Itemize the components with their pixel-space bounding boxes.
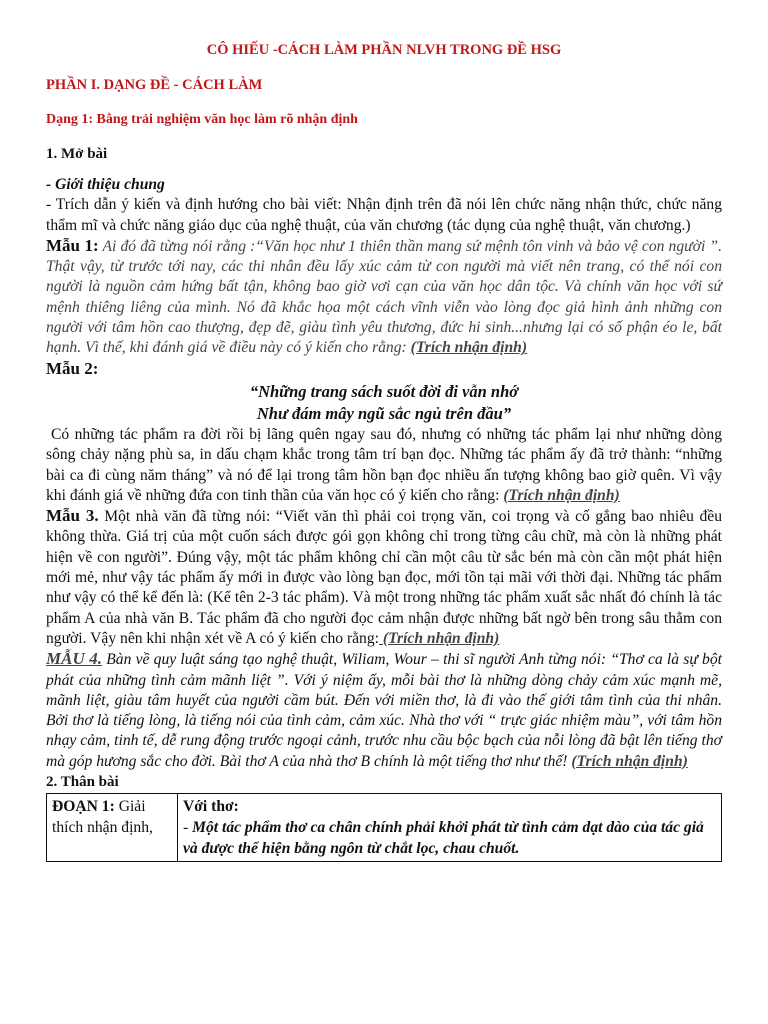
outline-table — [46, 793, 722, 862]
general-heading: - Giới thiệu chung — [46, 176, 165, 193]
content-dash: - — [183, 819, 193, 837]
content-text: Một tác phẩm thơ ca chân chính phải khởi phát từ tình cảm dạt dào của tác giả và được thể hiện bằng ngôn từ chắt lọc, chau chuốt. — [183, 819, 704, 858]
body-heading: 2. Thân bài — [46, 774, 119, 791]
section-label: ĐOẠN 1: — [52, 798, 115, 816]
sample-3-text: Một nhà văn đã từng nói: “Viết văn thì phải coi trọng văn, coi trọng và cố gắng bao nhiêu đều không thừa. Giá trị của một cuốn sách được gói gọn không chỉ trong từng câu chữ, mà còn là những phát hiện về con người”. Đúng vậy, một tác phẩm không chỉ cần một câu từ sắc bén mà còn cần một phát hiện mới mẻ, như vậy tác phẩm ấy mới in được vào lòng bạn đọc, mới tồn tại mãi với thời đại. Những tác phẩm như vậy có thể kể đến là: (Kể tên 2-3 tác phẩm). Và một trong những tác phẩm xuất sắc nhất đó chính là tác phẩm A của nhà văn B. Tác phẩm đã cho người đọc cảm nhận được những bất ngờ bên trong sâu thẳm con người. Vậy nên khi nhận xét về A có ý kiến cho rằng: — [46, 508, 723, 647]
sample-1-cite: (Trích nhận định) — [410, 339, 528, 357]
sample-2-label: Mẫu 2: — [46, 358, 99, 378]
type-heading: Dạng 1: Bằng trải nghiệm văn học làm rõ nhận định — [46, 112, 358, 127]
sample-4-cite: (Trích nhận định) — [571, 752, 688, 770]
sample-4 — [46, 649, 722, 772]
sample-1-text: Ai đó đã từng nói rằng :“Văn học như 1 thiên thần mang sứ mệnh tôn vinh và bảo vệ con người ”. Thật vậy, từ trước tới nay, các thi nhân đều lấy xúc cảm từ con người mà viết nên trang, có thể nói con người là nguồn cảm hứng bất tận, không bao giờ vơi cạn của văn học dân tộc. Và chính văn học với sứ mệnh thiêng liêng của mình. Nó đã khắc họa một cách vĩnh viễn vào lòng đọc giả hình ảnh những con người với tâm hồn cao thượng, đẹp đẽ, giàu tình yêu thương, đức hi sinh...nhưng lại có số phận éo le, bất hạnh. Vì thế, khi đánh giá về điều này có ý kiến cho rằng: — [46, 237, 722, 357]
part-heading: PHẦN I. DẠNG ĐỀ - CÁCH LÀM — [46, 77, 263, 93]
table-cell-content — [178, 794, 722, 862]
general-text: - Trích dẫn ý kiến và định hướng cho bài viết: Nhận định trên đã nói lên chức năng nhận thức, chức năng thẩm mĩ và chức năng giáo dục của nghệ thuật, của văn chương (tác dụng của nghệ thuật, văn chương.) — [46, 196, 722, 234]
sample-2-text: Có những tác phẩm ra đời rồi bị lãng quên ngay sau đó, nhưng có những tác phẩm lại như những dòng sông chảy nặng phù sa, in dấu chạm khắc trong tâm trí bạn đọc. Những tác phẩm ấy đã trở thành: “những bài ca đi cùng năm tháng” và nó để lại trong tâm hồn bạn đọc nhiều ấn tượng không bao giờ quên. Vì vậy khi đánh giá về những đứa con tinh thần của văn học có ý kiến cho rằng: — [46, 425, 722, 504]
sample-3 — [46, 506, 722, 649]
table-row — [47, 794, 722, 862]
sample-3-label: Mẫu 3. — [46, 506, 99, 526]
poem-line-1: “Những trang sách suốt đời đi vẫn nhớ — [249, 381, 519, 401]
content-heading: Với thơ: — [183, 798, 239, 816]
poem-line-2: Như đám mây ngũ sắc ngủ trên đầu” — [256, 403, 512, 423]
sample-1 — [46, 236, 722, 359]
sample-3-cite: (Trích nhận định) — [378, 629, 500, 647]
doc-title: CÔ HIẾU -CÁCH LÀM PHẦN NLVH TRONG ĐỀ HSG — [206, 42, 562, 58]
sample-2 — [46, 425, 722, 506]
sample-2-cite: (Trích nhận định) — [503, 486, 620, 504]
table-cell-section — [47, 794, 178, 862]
sample-4-label: MẪU 4. — [46, 649, 103, 669]
intro-heading: 1. Mở bài — [46, 146, 108, 162]
section-desc: Giải thích nhận định, — [52, 798, 153, 837]
sample-4-text: Bàn về quy luật sáng tạo nghệ thuật, Wiliam, Wour – thi sĩ người Anh từng nói: “Thơ ca là sự bột phát của những tình cảm mãnh liệt ”. Với ý niệm ấy, mỗi bài thơ là những dòng chảy cảm xúc mạnh mẽ, mãnh liệt, giàu tâm huyết của người cầm bút. Đến với miền thơ, là đi vào thế giới tâm tình của thi nhân. Bởi thơ là tiếng lòng, là tiếng nói của tình cảm, cảm xúc. Nhà thơ với “ trực giác nhiệm màu”, với tâm hồn nhạy cảm, tinh tế, dễ rung động trước ngoại cảnh, trước nhu cầu bộc bạch của nỗi lòng đã bật lên tiếng thơ mà góp hương sắc cho đời. Bài thơ A của nhà thơ B chính là một tiếng thơ như thế! — [46, 651, 722, 770]
sample-1-label: Mẫu 1: — [46, 235, 99, 255]
